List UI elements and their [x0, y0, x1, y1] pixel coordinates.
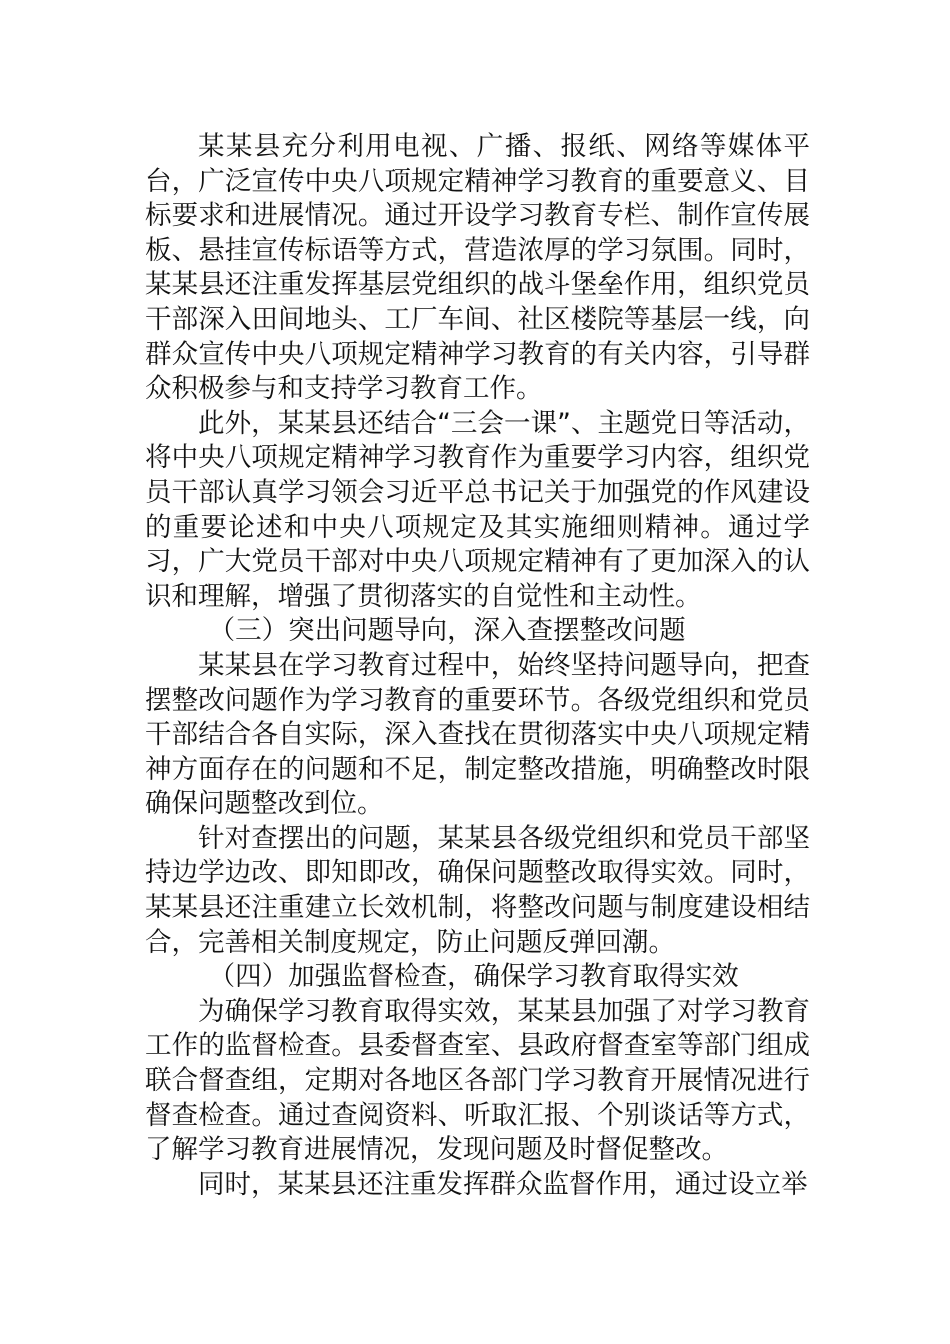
paragraph-supervision: 为确保学习教育取得实效，某某县加强了对学习教育工作的监督检查。县委督查室、县政府督查室等部门组成联合督查组，定期对各地区各部门学习教育开展情况进行督查检查。通过查阅资料、听取汇报、个别谈话等方式，了解学习教育进展情况，发现问题及时督促整改。	[145, 995, 810, 1166]
paragraph-problem-oriented: 某某县在学习教育过程中，始终坚持问题导向，把查摆整改问题作为学习教育的重要环节。各级党组织和党员干部结合各自实际，深入查找在贯彻落实中央八项规定精神方面存在的问题和不足，制定整改措施，明确整改时限确保问题整改到位。	[145, 649, 810, 820]
document-body	[145, 130, 810, 1202]
paragraph-rectification: 针对查摆出的问题，某某县各级党组织和党员干部坚持边学边改、即知即改，确保问题整改取得实效。同时，某某县还注重建立长效机制，将整改问题与制度建设相结合，完善相关制度规定，防止问题反弹回潮。	[145, 822, 810, 958]
paragraph-public-supervision: 同时，某某县还注重发挥群众监督作用，通过设立举	[198, 1168, 808, 1200]
paragraph-media-publicity: 某某县充分利用电视、广播、报纸、网络等媒体平台，广泛宣传中央八项规定精神学习教育的重要意义、目标要求和进展情况。通过开设学习教育专栏、制作宣传展板、悬挂宣传标语等方式，营造浓厚的学习氛围。同时，某某县还注重发挥基层党组织的战斗堡垒作用，组织党员干部深入田间地头、工厂车间、社区楼院等基层一线，向群众宣传中央八项规定精神学习教育的有关内容，引导群众积极参与和支持学习教育工作。	[145, 131, 810, 405]
paragraph-three-meetings: 此外，某某县还结合“三会一课”、主题党日等活动，将中央八项规定精神学习教育作为重要学习内容，组织党员干部认真学习领会习近平总书记关于加强党的作风建设的重要论述和中央八项规定及其实施细则精神。通过学习，广大党员干部对中央八项规定精神有了更加深入的认识和理解，增强了贯彻落实的自觉性和主动性。	[145, 407, 810, 612]
section-heading-4: （四）加强监督检查，确保学习教育取得实效	[208, 961, 739, 993]
section-heading-3: （三）突出问题导向，深入查摆整改问题	[208, 615, 686, 647]
